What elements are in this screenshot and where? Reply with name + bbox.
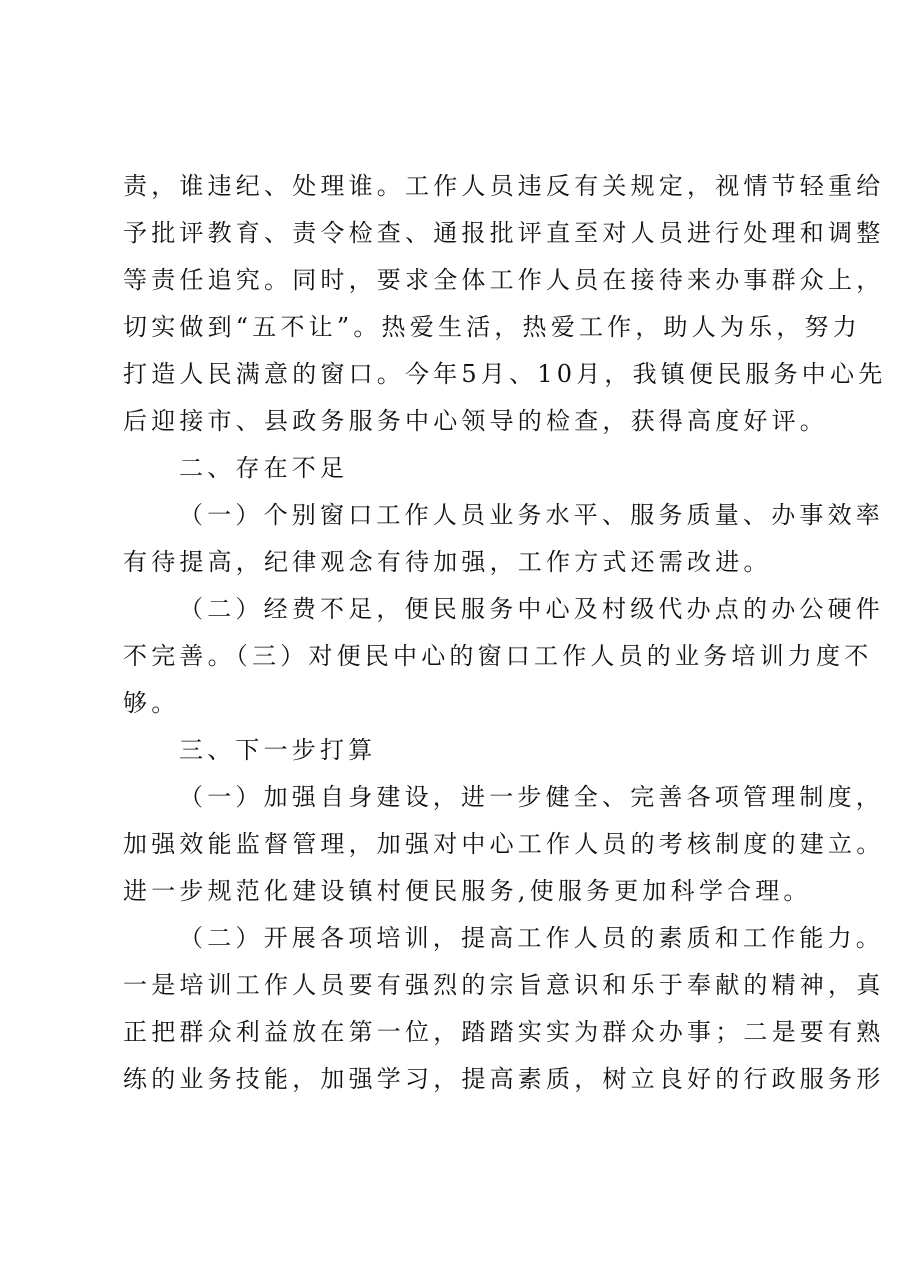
paragraph-start: （一）加强自身建设，进一步健全、完善各项管理制度， (179, 783, 884, 811)
body-line: 等责任追究。同时，要求全体工作人员在接待来办事群众上， (123, 266, 885, 294)
body-line: 打造人民满意的窗口。今年5月、10月，我镇便民服务中心先 (123, 360, 887, 388)
body-line: 够。 (123, 689, 180, 717)
body-line: 进一步规范化建设镇村便民服务,使服务更加科学合理。 (123, 877, 812, 905)
section-heading-next-steps: 三、下一步打算 (179, 736, 377, 764)
body-line: 正把群众利益放在第一位，踏踏实实为群众办事；二是要有熟 (123, 1018, 885, 1046)
body-line: 练的业务技能，加强学习，提高素质，树立良好的行政服务形 (123, 1065, 885, 1093)
section-heading-shortcomings: 二、存在不足 (179, 454, 349, 482)
body-line: 不完善。（三）对便民中心的窗口工作人员的业务培训力度不 (123, 642, 873, 670)
body-line: 有待提高，纪律观念有待加强，工作方式还需改进。 (123, 548, 772, 576)
paragraph-start: （一）个别窗口工作人员业务水平、服务质量、办事效率 (179, 501, 884, 529)
document-body (123, 163, 887, 1103)
paragraph-start: （二）经费不足，便民服务中心及村级代办点的办公硬件 (179, 595, 884, 623)
paragraph-start: （二）开展各项培训，提高工作人员的素质和工作能力。 (179, 924, 884, 952)
body-line: 一是培训工作人员要有强烈的宗旨意识和乐于奉献的精神，真 (123, 971, 885, 999)
body-line: 切实做到“五不让”。热爱生活，热爱工作，助人为乐，努力 (123, 313, 861, 341)
body-line: 责，谁违纪、处理谁。工作人员违反有关规定，视情节轻重给 (123, 172, 885, 200)
body-line: 加强效能监督管理，加强对中心工作人员的考核制度的建立。 (123, 830, 885, 858)
body-line: 后迎接市、县政务服务中心领导的检查，获得高度好评。 (123, 407, 828, 435)
body-line: 予批评教育、责令检查、通报批评直至对人员进行处理和调整 (123, 219, 885, 247)
